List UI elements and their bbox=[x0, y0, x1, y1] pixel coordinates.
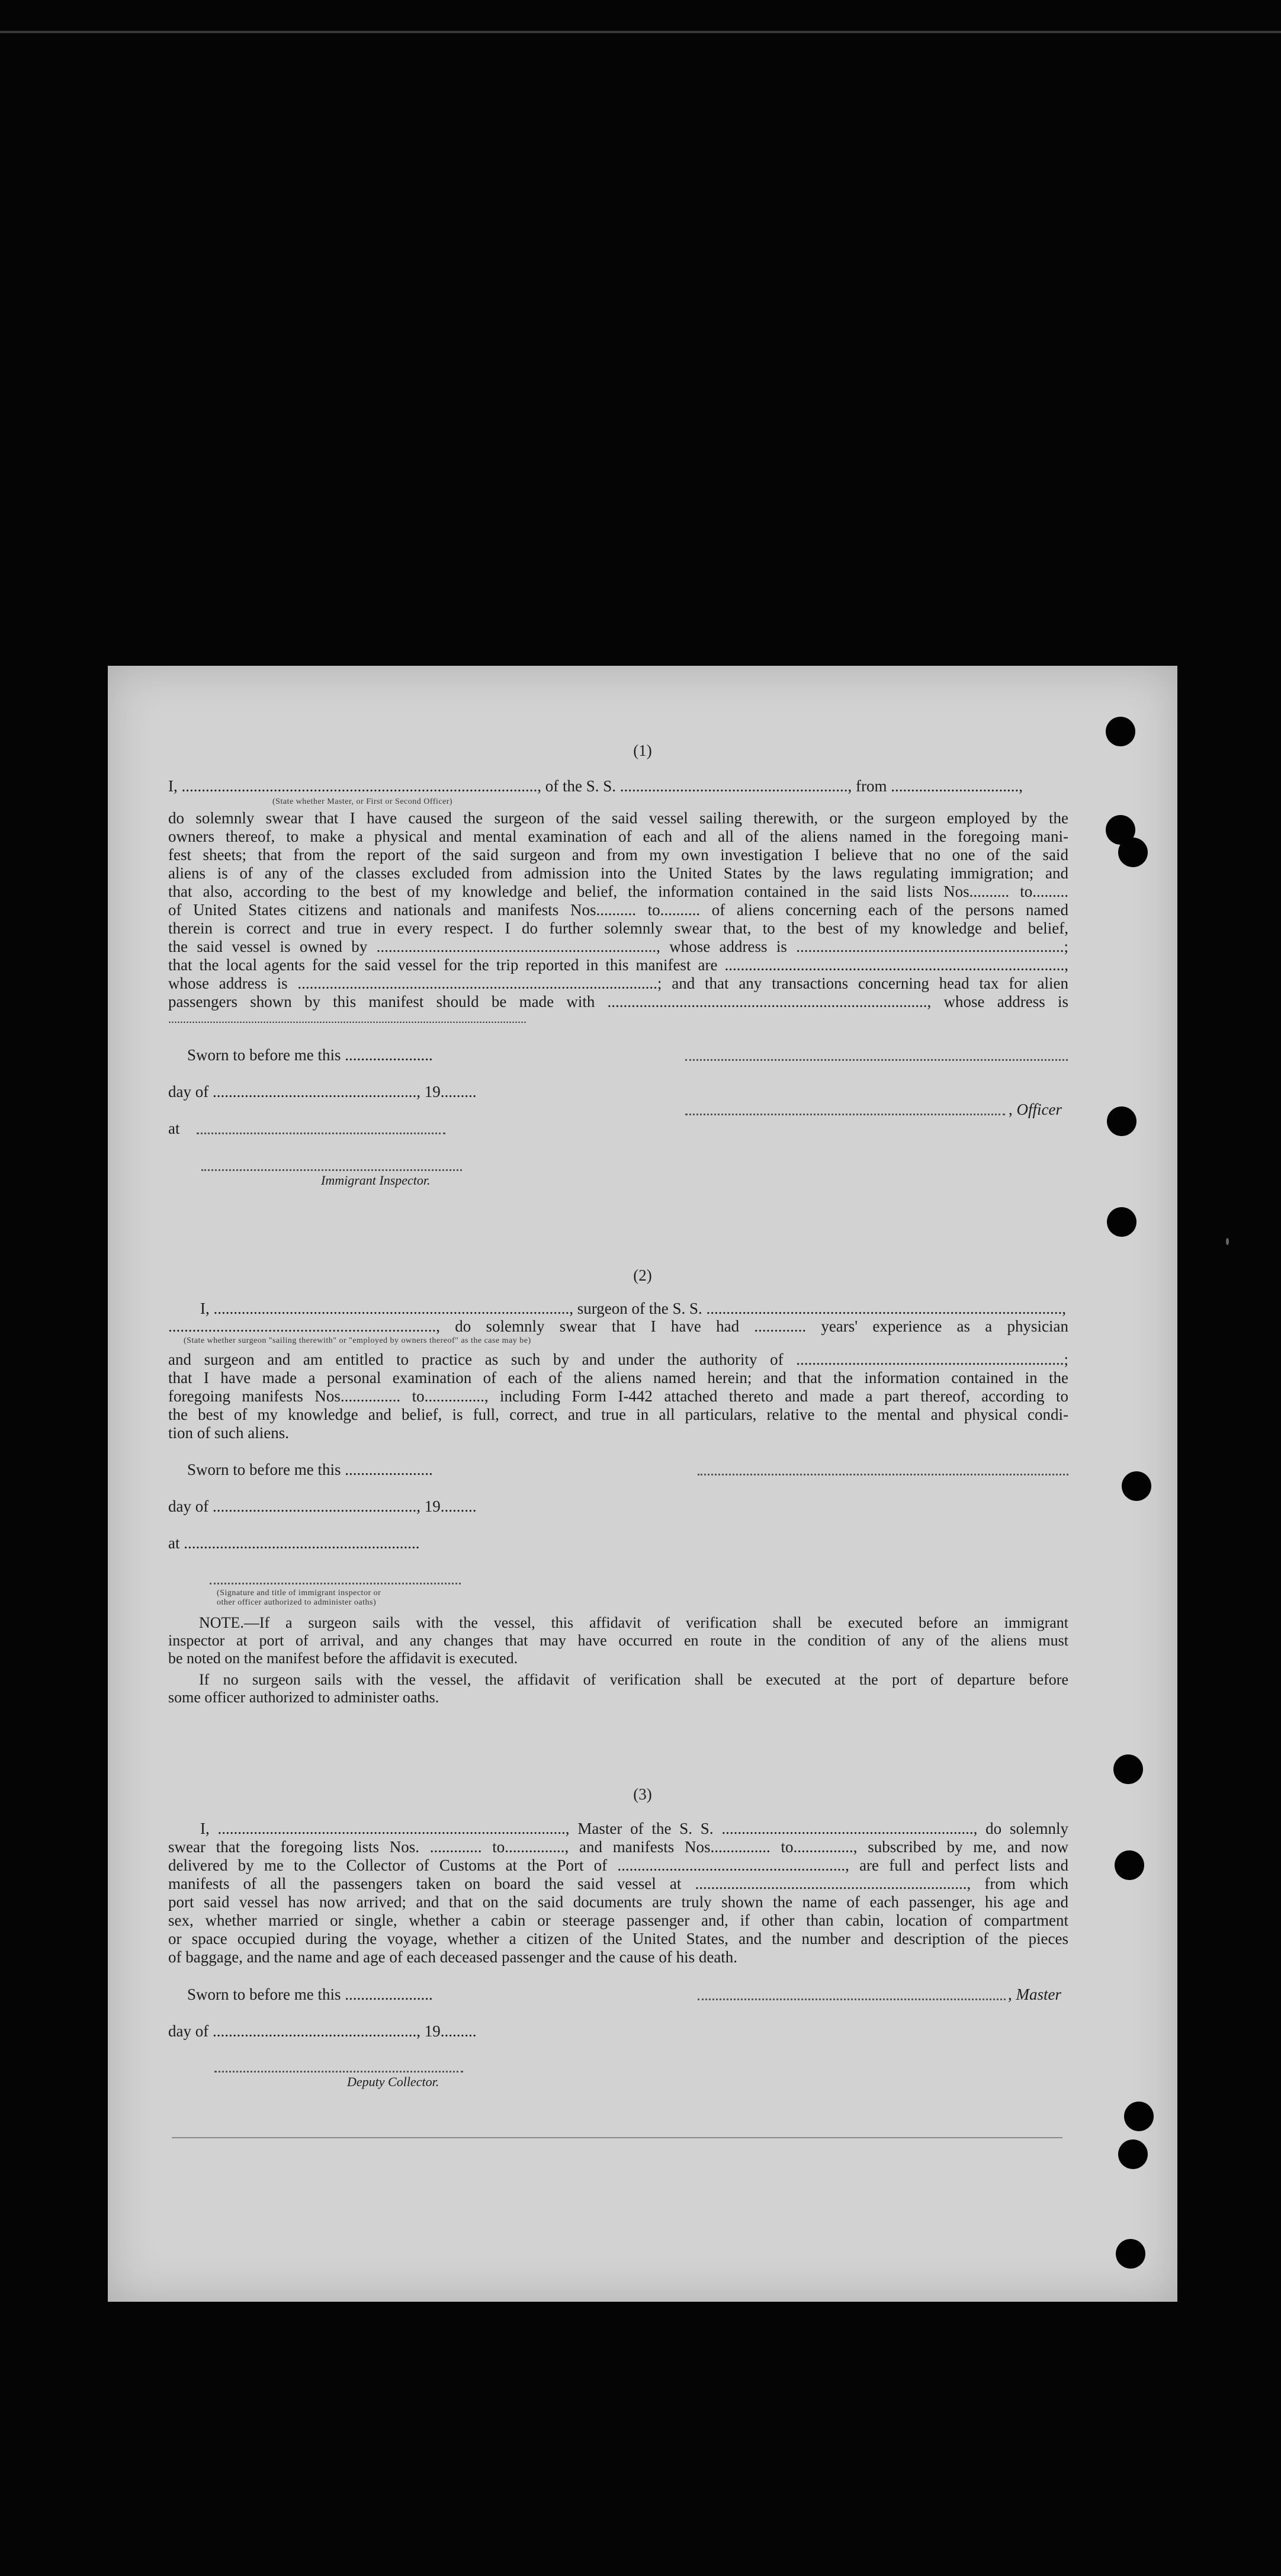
section-3-paragraph-line: swear that the foregoing lists Nos. ............. to..............., and manifests Nos............... to..............., subscribed by me, and now bbox=[168, 1838, 1068, 1856]
section-2-at: at ........................................................... bbox=[168, 1534, 420, 1552]
section-1-paragraph-line: fest sheets; that from the report of the said surgeon and from my own investigation I believe that no one of the said bbox=[168, 846, 1068, 864]
section-2-signature-line bbox=[698, 1474, 1068, 1475]
section-3-master-label: Master bbox=[1016, 1985, 1061, 2003]
section-1-paragraph-line: whose address is ..........................................................................................; and that any transactions concerning head tax for alien bbox=[168, 974, 1068, 992]
section-1-paragraph-line: that the local agents for the said vessel for the trip reported in this manifest are ....................................................................................., bbox=[168, 956, 1068, 974]
section-2-inspector-line bbox=[210, 1583, 461, 1584]
section-2-paragraph-line: tion of such aliens. bbox=[168, 1424, 289, 1442]
section-2-second-line: ..................................................................., do solemnly swear that I have had ............. years' experience as a physician bbox=[168, 1317, 1068, 1335]
section-3-sworn: Sworn to before me this ...................... bbox=[187, 1985, 433, 2003]
manifest-page: (1) I, ........................................................................................., of the S. S. ........................................................., from ................................, (State whether Master, or First or Second Officer) do solemnly swear that I have caused the surgeon of the said vessel sailing therewith, or the surgeon employed by the owners thereof, to make a physical and mental examination of each and all of the aliens named in the foregoing mani- fest sheets; that from the report of the said surgeon and from my own investigation I believe that no one of the said aliens is of any of the classes excluded from admission into the United States by the laws regulating immigration; and that also, according to the best of my knowledge and belief, the information contained in the said lists Nos.......... to......... of United States citizens and nationals and manifests Nos.......... to.......... of aliens concerning each of the persons named therein is correct and true in every respect. I do further solemnly swear that, to the best of my knowledge and belief, the said vessel is owned by ......................................................................, whose address is ...................................................................; that the local agents for the said vessel for the trip reported in this manifest are ....................................................................................., whose address is ..........................................................................................; and that any transactions concerning head tax for alien passengers shown by this manifest should be made with ................................................................................, whose address is ......................................................................................................................... Sworn to before me this ...................... day of ..................................................., 19......... , Officer at Immigrant Inspector. (2) I, ........................................................................................., surgeon of the S. S. ........................................................................................., ..................................................................., do solemnly swear that I have had ............. years' experience as a physician (State whether surgeon "sailing therewith" or "employed by owners thereof" as the case may be) and surgeon and am entitled to practice as such by and under the authority of ...................................................................; that I have made a personal examination of each of the aliens named herein; and that the information contained in the foregoing manifests Nos............... to..............., including Form I-442 attached thereto and made a part thereof, according to the best of my knowledge and belief, is full, correct, and true in all particulars, relative to the mental and physical condi- tion of such aliens. Sworn to before me this ...................... day of ..................................................., 19......... at ........................................................... (Signature and title of immigrant inspector or other officer authorized to administer oaths) NOTE.—If a surgeon sails with the vessel, this affidavit of verification shall be executed before an immigrant inspector at port of arrival, and any changes that may have occurred en route in the condition of any of the aliens must be noted on the manifest before the affidavit is executed. If no surgeon sails with the vessel, the affidavit of verification shall be executed at the port of departure before some officer authorized to administer oaths. (3) I, ......................................................................................., Master of the S. S. ..............................................................., do solemnly swear that the foregoing lists Nos. ............. to..............., and manifests Nos............... to..............., subscribed by me, and now delivered by me to the Collector of Customs at the Port of ........................................................., are full and perfect lists and manifests of all the passengers taken on board the said vessel at ...................................................................., from which port said vessel has now arrived; and that on the said documents are truly shown the name of each passenger, his age and sex, whether married or single, whether a cabin or steerage passenger and, if other than cabin, location of compartment or space occupied during the voyage, whether a citizen of the United States, and the number and description of the pieces of baggage, and the name and age of each deceased passenger and the cause of his death. Sworn to before me this ...................... , Master day of ..................................................., 19......... Deputy Collector. bbox=[108, 666, 1177, 2302]
section-3-number: (3) bbox=[633, 1785, 652, 1803]
section-1-paragraph-line: the said vessel is owned by ......................................................................, whose address is ...................................................................; bbox=[168, 938, 1068, 955]
punch-hole bbox=[1115, 1850, 1144, 1880]
section-3-day: day of ..................................................., 19......... bbox=[168, 2022, 477, 2040]
section-1-paragraph-line: aliens is of any of the classes excluded from admission into the United States by the laws regulating immigration; and bbox=[168, 864, 1068, 882]
scan-speck bbox=[1226, 1238, 1229, 1245]
section-1-paragraph-line: do solemnly swear that I have caused the surgeon of the said vessel sailing therewith, or the surgeon employed by the bbox=[168, 809, 1068, 827]
section-1-paragraph-line: of United States citizens and nationals and manifests Nos.......... to.......... of aliens concerning each of the persons named bbox=[168, 901, 1068, 919]
section-2-note-line: some officer authorized to administer oaths. bbox=[168, 1689, 439, 1706]
section-2-note-line: inspector at port of arrival, and any changes that may have occurred en route in the condition of any of the aliens must bbox=[168, 1632, 1068, 1649]
section-1-sworn: Sworn to before me this ...................... bbox=[187, 1046, 433, 1064]
section-2-day: day of ..................................................., 19......... bbox=[168, 1497, 477, 1515]
section-1-paragraph-line: that also, according to the best of my knowledge and belief, the information contained in the said lists Nos.......... to......... bbox=[168, 883, 1068, 900]
section-2-first-line: I, ........................................................................................., surgeon of the S. S. ........................................................................................., bbox=[200, 1300, 1066, 1317]
section-3-master-line bbox=[698, 1998, 1006, 2000]
punch-hole bbox=[1118, 838, 1148, 867]
section-2-paragraph-line: that I have made a personal examination of each of the aliens named herein; and that the information contained in the bbox=[168, 1369, 1068, 1387]
section-3-paragraph-line: or space occupied during the voyage, whether a citizen of the United States, and the number and description of the pieces bbox=[168, 1930, 1068, 1948]
section-2-number: (2) bbox=[633, 1266, 652, 1284]
section-1-signature-line bbox=[685, 1059, 1068, 1061]
section-1-first-line: I, ........................................................................................., of the S. S. ........................................................., from ................................, bbox=[168, 777, 1023, 795]
section-1-paragraph-line: therein is correct and true in every respect. I do further solemnly swear that, to the best of my knowledge and belief, bbox=[168, 919, 1068, 937]
section-2-paragraph-line: and surgeon and am entitled to practice as such by and under the authority of ...................................................................; bbox=[168, 1350, 1068, 1368]
section-2-caption: (State whether surgeon "sailing therewith" or "employed by owners thereof" as the case may be) bbox=[184, 1336, 531, 1345]
section-1-number: (1) bbox=[633, 742, 652, 759]
section-3-collector-line bbox=[214, 2071, 463, 2073]
section-1-day: day of ..................................................., 19......... bbox=[168, 1083, 477, 1101]
section-3-paragraph-line: delivered by me to the Collector of Customs at the Port of ........................................................., are full and perfect lists and bbox=[168, 1856, 1068, 1874]
punch-hole bbox=[1107, 1207, 1136, 1237]
scan-top-edge-line bbox=[0, 31, 1281, 33]
section-3-paragraph-line: manifests of all the passengers taken on board the said vessel at ...................................................................., from which bbox=[168, 1875, 1068, 1892]
section-2-note-line: NOTE.—If a surgeon sails with the vessel, this affidavit of verification shall be executed before an immigrant bbox=[199, 1614, 1068, 1631]
section-2-sworn: Sworn to before me this ...................... bbox=[187, 1461, 433, 1478]
section-2-sig-caption: other officer authorized to administer oaths) bbox=[217, 1598, 377, 1607]
section-2-note-line: If no surgeon sails with the vessel, the affidavit of verification shall be executed at the port of departure before bbox=[199, 1671, 1068, 1688]
section-1-caption: (State whether Master, or First or Second Officer) bbox=[272, 797, 453, 806]
punch-hole bbox=[1107, 1106, 1136, 1136]
section-1-officer-label: Officer bbox=[1016, 1101, 1062, 1118]
section-3-paragraph-line: sex, whether married or single, whether a cabin or steerage passenger and, if other than cabin, location of compartment bbox=[168, 1911, 1068, 1929]
bottom-rule bbox=[172, 2137, 1062, 2138]
section-1-inspector-line bbox=[201, 1169, 462, 1171]
section-1-last-line: ......................................................................................................................... bbox=[168, 1013, 526, 1026]
section-2-note-line: be noted on the manifest before the affidavit is executed. bbox=[168, 1650, 518, 1667]
section-3-paragraph-line: of baggage, and the name and age of each deceased passenger and the cause of his death. bbox=[168, 1948, 738, 1966]
section-1-paragraph-line: owners thereof, to make a physical and mental examination of each and all of the aliens named in the foregoing mani- bbox=[168, 827, 1068, 845]
section-2-paragraph-line: foregoing manifests Nos............... to..............., including Form I-442 attached thereto and made a part thereof, according to bbox=[168, 1387, 1068, 1405]
punch-hole bbox=[1118, 2139, 1148, 2169]
punch-hole bbox=[1116, 2239, 1145, 2269]
section-1-paragraph-line: passengers shown by this manifest should be made with ................................................................................, whose address is bbox=[168, 993, 1068, 1010]
section-2-sig-caption: (Signature and title of immigrant inspector or bbox=[217, 1589, 381, 1597]
section-2-paragraph-line: the best of my knowledge and belief, is full, correct, and true in all particulars, relative to the mental and physical condi- bbox=[168, 1406, 1068, 1423]
section-1-officer-line bbox=[685, 1114, 1005, 1115]
punch-hole bbox=[1124, 2102, 1154, 2131]
section-3-paragraph-line: I, ......................................................................................., Master of the S. S. ..............................................................., do solemnly bbox=[200, 1820, 1068, 1837]
punch-hole bbox=[1113, 1754, 1143, 1784]
section-1-inspector-label: Immigrant Inspector. bbox=[321, 1173, 431, 1188]
punch-hole bbox=[1122, 1471, 1151, 1501]
section-3-paragraph-line: port said vessel has now arrived; and that on the said documents are truly shown the name of each passenger, his age and bbox=[168, 1893, 1068, 1911]
section-3-collector-label: Deputy Collector. bbox=[347, 2074, 439, 2089]
section-1-at: at bbox=[168, 1119, 180, 1137]
section-1-at-line bbox=[197, 1133, 445, 1134]
